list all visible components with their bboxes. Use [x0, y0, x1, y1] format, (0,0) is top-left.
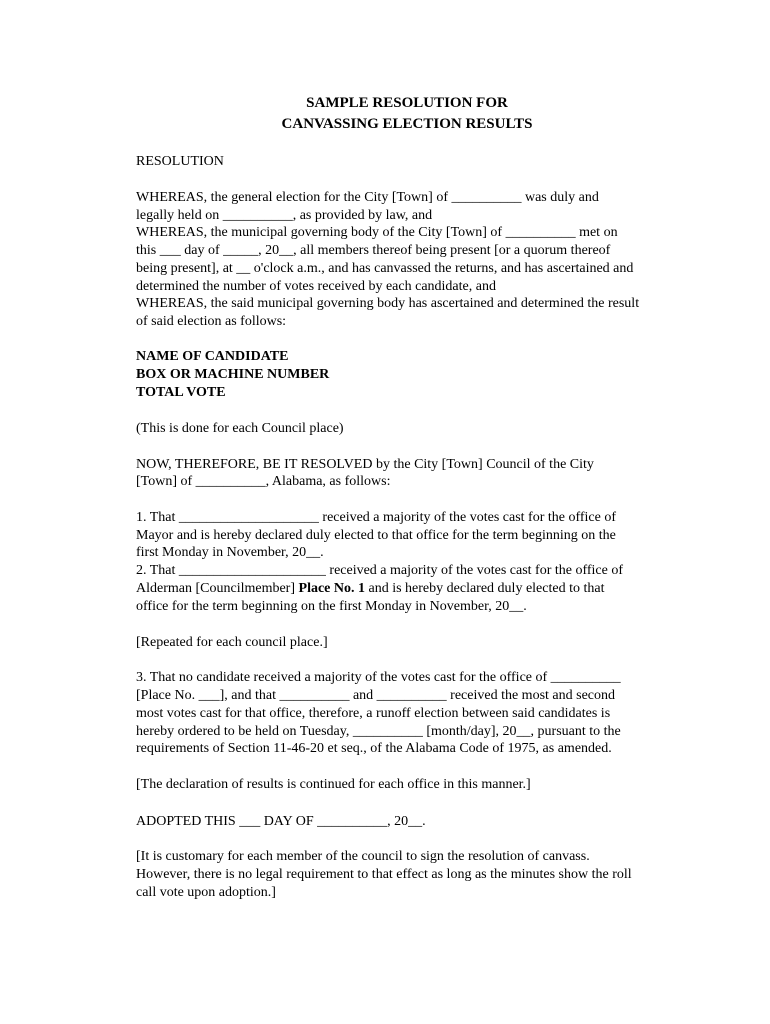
- item-3-line: hereby ordered to be held on Tuesday, __________ [month/day], 20__, pursuant to the: [136, 724, 621, 739]
- field-name-of-candidate: NAME OF CANDIDATE: [136, 349, 289, 364]
- resolution-heading: RESOLUTION: [136, 154, 224, 169]
- resolved-line: NOW, THEREFORE, BE IT RESOLVED by the City [Town] Council of the City: [136, 457, 594, 472]
- adopted-line: ADOPTED THIS ___ DAY OF __________, 20__.: [136, 814, 426, 829]
- council-note: (This is done for each Council place): [136, 421, 344, 436]
- item-3-line: requirements of Section 11-46-20 et seq., of the Alabama Code of 1975, as amended.: [136, 741, 612, 756]
- customary-line: However, there is no legal requirement to that effect as long as the minutes show the roll: [136, 867, 632, 882]
- resolved-line: [Town] of __________, Alabama, as follows:: [136, 474, 391, 489]
- item-2-text: Alderman [Councilmember]: [136, 581, 299, 596]
- item-1-line: first Monday in November, 20__.: [136, 545, 324, 560]
- item-2-line: office for the term beginning on the first Monday in November, 20__.: [136, 599, 527, 614]
- whereas-line: this ___ day of _____, 20__, all members thereof being present [or a quorum thereof: [136, 243, 611, 258]
- document-title-line-2: CANVASSING ELECTION RESULTS: [281, 116, 533, 132]
- whereas-line: WHEREAS, the municipal governing body of the City [Town] of __________ met on: [136, 225, 618, 240]
- item-3-line: 3. That no candidate received a majority of the votes cast for the office of __________: [136, 670, 621, 685]
- field-total-vote: TOTAL VOTE: [136, 385, 226, 400]
- item-2-line: 2. That _____________________ received a majority of the votes cast for the office of: [136, 563, 624, 578]
- repeated-note: [Repeated for each council place.]: [136, 635, 328, 650]
- item-2-line: [136, 580, 604, 598]
- declaration-note: [The declaration of results is continued for each office in this manner.]: [136, 777, 531, 792]
- customary-line: [It is customary for each member of the council to sign the resolution of canvass.: [136, 849, 590, 864]
- document-title-line-1: SAMPLE RESOLUTION FOR: [306, 95, 508, 111]
- item-1-line: Mayor and is hereby declared duly elected to that office for the term beginning on the: [136, 528, 616, 543]
- item-1-line: 1. That ____________________ received a majority of the votes cast for the office of: [136, 510, 617, 525]
- whereas-line: of said election as follows:: [136, 314, 287, 329]
- item-2-text: and is hereby declared duly elected to that: [365, 581, 605, 596]
- item-3-line: most votes cast for that office, therefore, a runoff election between said candidates is: [136, 706, 611, 721]
- whereas-line: being present], at __ o'clock a.m., and has canvassed the returns, and has ascertained and: [136, 261, 634, 276]
- whereas-line: WHEREAS, the said municipal governing body has ascertained and determined the result: [136, 296, 640, 311]
- item-3-line: [Place No. ___], and that __________ and __________ received the most and second: [136, 688, 616, 703]
- place-number-label: Place No. 1: [298, 581, 365, 596]
- field-box-or-machine-number: BOX OR MACHINE NUMBER: [136, 367, 330, 382]
- customary-line: call vote upon adoption.]: [136, 885, 276, 900]
- whereas-line: legally held on __________, as provided by law, and: [136, 208, 433, 223]
- whereas-line: WHEREAS, the general election for the City [Town] of __________ was duly and: [136, 190, 599, 205]
- whereas-line: determined the number of votes received by each candidate, and: [136, 279, 496, 294]
